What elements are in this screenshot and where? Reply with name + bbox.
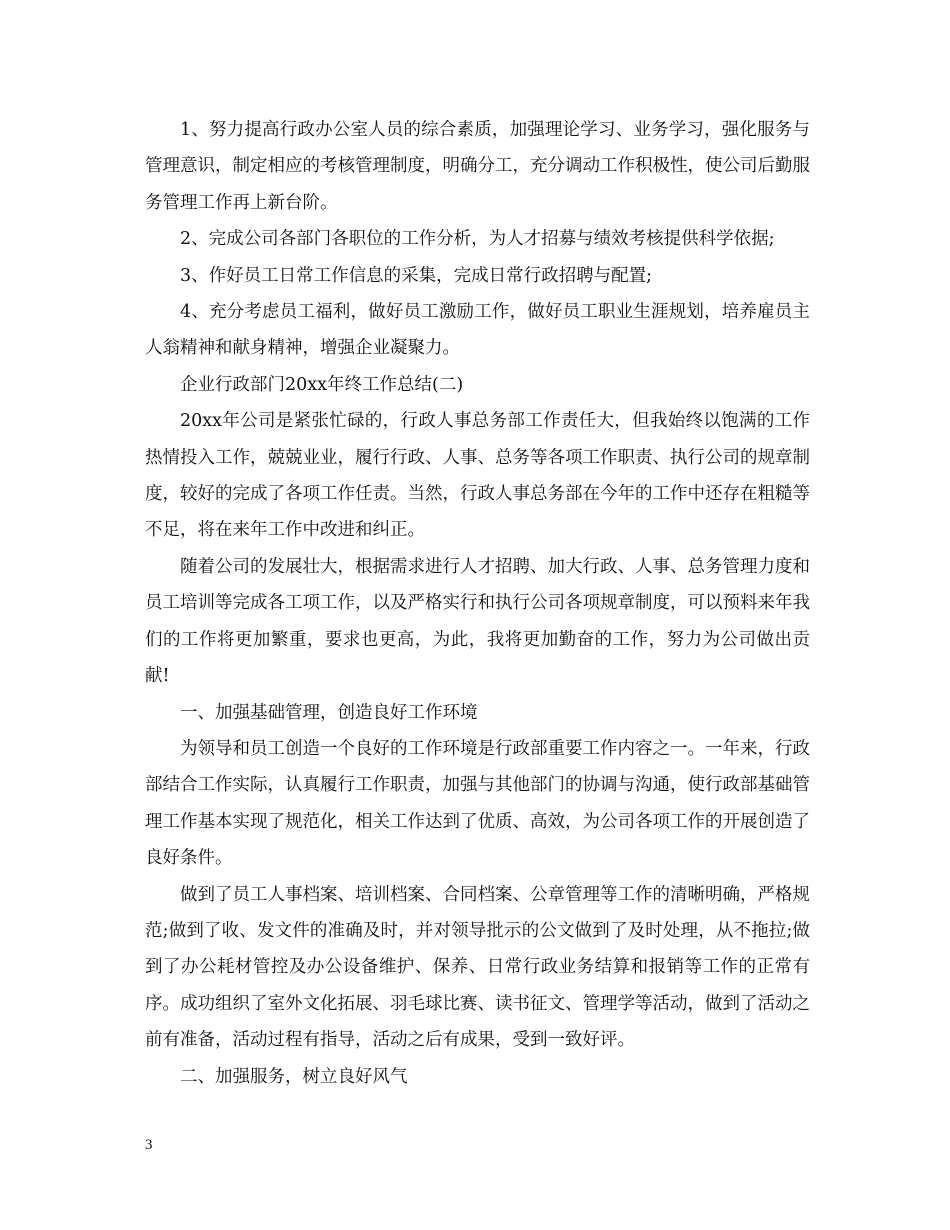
paragraph-item-4: 4、充分考虑员工福利，做好员工激励工作，做好员工职业生涯规划，培养雇员主人翁精神和献身精神，增强企业凝聚力。 (145, 302, 810, 359)
paragraph-achievements: 做到了员工人事档案、培训档案、合同档案、公章管理等工作的清晰明确，严格规范;做到了收、发文件的准确及时，并对领导批示的公文做到了及时处理，从不拖拉;做到了办公耗材管控及办公设备维护、保养、日常行政业务结算和报销等工作的正常有序。成功组织了室外文化拓展、羽毛球比赛、读书征文、管理学等活动，做到了活动之前有准备，活动过程有指导，活动之后有成果，受到一致好评。 (145, 884, 810, 1051)
heading-service: 二、加强服务，树立良好风气 (180, 1066, 408, 1087)
paragraph-outlook: 随着公司的发展壮大，根据需求进行人才招聘、加大行政、人事、总务管理力度和员工培训等完成各工项工作，以及严格实行和执行公司各项规章制度，可以预料来年我们的工作将更加繁重，要求也更高，为此，我将更加勤奋的工作，努力为公司做出贡献! (145, 556, 810, 687)
heading-basic-management: 一、加强基础管理，创造良好工作环境 (180, 702, 478, 723)
document-body (145, 112, 810, 1095)
paragraph-work-environment: 为领导和员工创造一个良好的工作环境是行政部重要工作内容之一。一年来，行政部结合工作实际，认真履行工作职责，加强与其他部门的协调与沟通，使行政部基础管理工作基本实现了规范化，相关工作达到了优质、高效，为公司各项工作的开展创造了良好条件。 (145, 738, 810, 869)
section-title: 企业行政部门20xx年终工作总结(二) (180, 374, 464, 395)
paragraph-item-3: 3、作好员工日常工作信息的采集，完成日常行政招聘与配置; (180, 265, 653, 286)
paragraph-item-2: 2、完成公司各部门各职位的工作分析，为人才招募与绩效考核提供科学依据; (180, 229, 775, 250)
page-number: 3 (145, 1137, 153, 1153)
paragraph-item-1: 1、努力提高行政办公室人员的综合素质，加强理论学习、业务学习，强化服务与管理意识，制定相应的考核管理制度，明确分工，充分调动工作积极性，使公司后勤服务管理工作再上新台阶。 (145, 120, 810, 213)
paragraph-intro: 20xx年公司是紧张忙碌的，行政人事总务部工作责任大，但我始终以饱满的工作热情投入工作，兢兢业业，履行行政、人事、总务等各项工作职责、执行公司的规章制度，较好的完成了各项工作任责。当然，行政人事总务部在今年的工作中还存在粗糙等不足，将在来年工作中改进和纠正。 (145, 411, 810, 541)
